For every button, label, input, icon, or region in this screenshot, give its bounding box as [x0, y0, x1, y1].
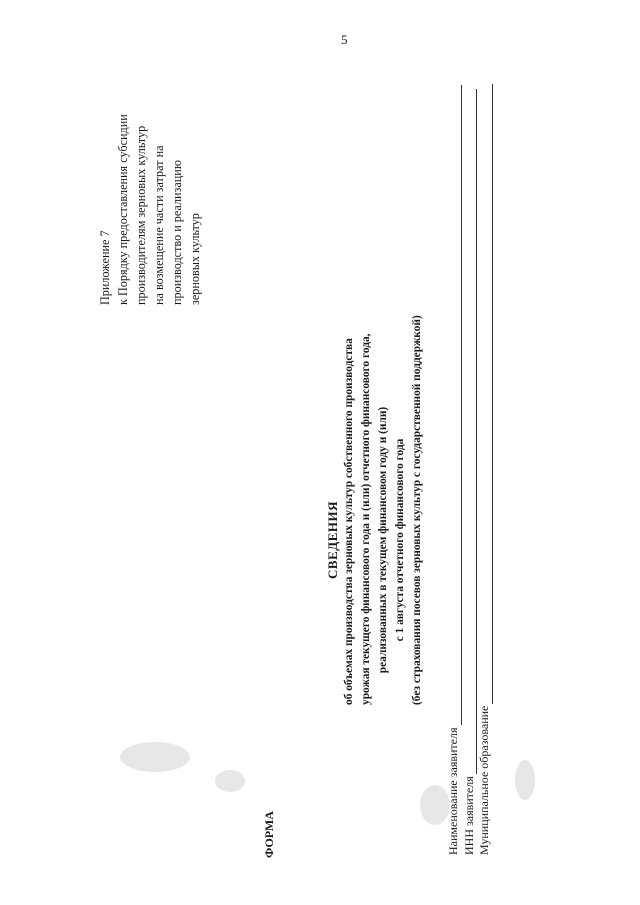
- appendix-line: на возмещение части затрат на: [152, 145, 166, 305]
- scan-noise: [120, 742, 190, 772]
- appendix-line: к Порядку предоставления субсидии: [116, 114, 130, 305]
- appendix-line: производителям зерновых культур: [134, 125, 148, 305]
- applicant-inn-row: [462, 84, 478, 855]
- scan-noise: [420, 785, 450, 825]
- title-line: урожая текущего финансового года и (или) отчетного финансового года,: [360, 333, 372, 705]
- municipality-input-line[interactable]: [480, 84, 493, 704]
- municipality-row: [477, 84, 493, 855]
- appendix-line: зерновых культур: [188, 213, 202, 305]
- title-line: реализованных в текущем финансовом году и (или): [377, 406, 389, 674]
- appendix-line: Приложение 7: [98, 230, 112, 305]
- applicant-name-input-line[interactable]: [449, 85, 462, 725]
- page-number: 5: [341, 32, 348, 47]
- applicant-name-label: Наименование заявителя: [446, 727, 460, 855]
- scan-noise: [215, 770, 245, 792]
- scan-noise: [515, 760, 535, 800]
- applicant-inn-input-line[interactable]: [464, 89, 477, 774]
- title-line: с 1 августа отчетного финансового года: [394, 438, 406, 642]
- title-block: [324, 315, 426, 705]
- title-line: об объемах производства зерновых культур собственного производства: [343, 338, 355, 705]
- municipality-label: Муниципальное образование: [477, 705, 491, 855]
- applicant-name-row: [446, 84, 462, 855]
- applicant-inn-label: ИНН заявителя: [461, 776, 476, 855]
- forma-label: ФОРМА: [262, 811, 276, 858]
- appendix-line: производство и реализацию: [170, 160, 184, 305]
- appendix-block: [96, 114, 204, 305]
- document-heading: СВЕДЕНИЯ: [325, 501, 340, 579]
- title-line: (без страхования посевов зерновых культур с государственной поддержкой): [411, 315, 423, 705]
- applicant-fields: [446, 84, 493, 855]
